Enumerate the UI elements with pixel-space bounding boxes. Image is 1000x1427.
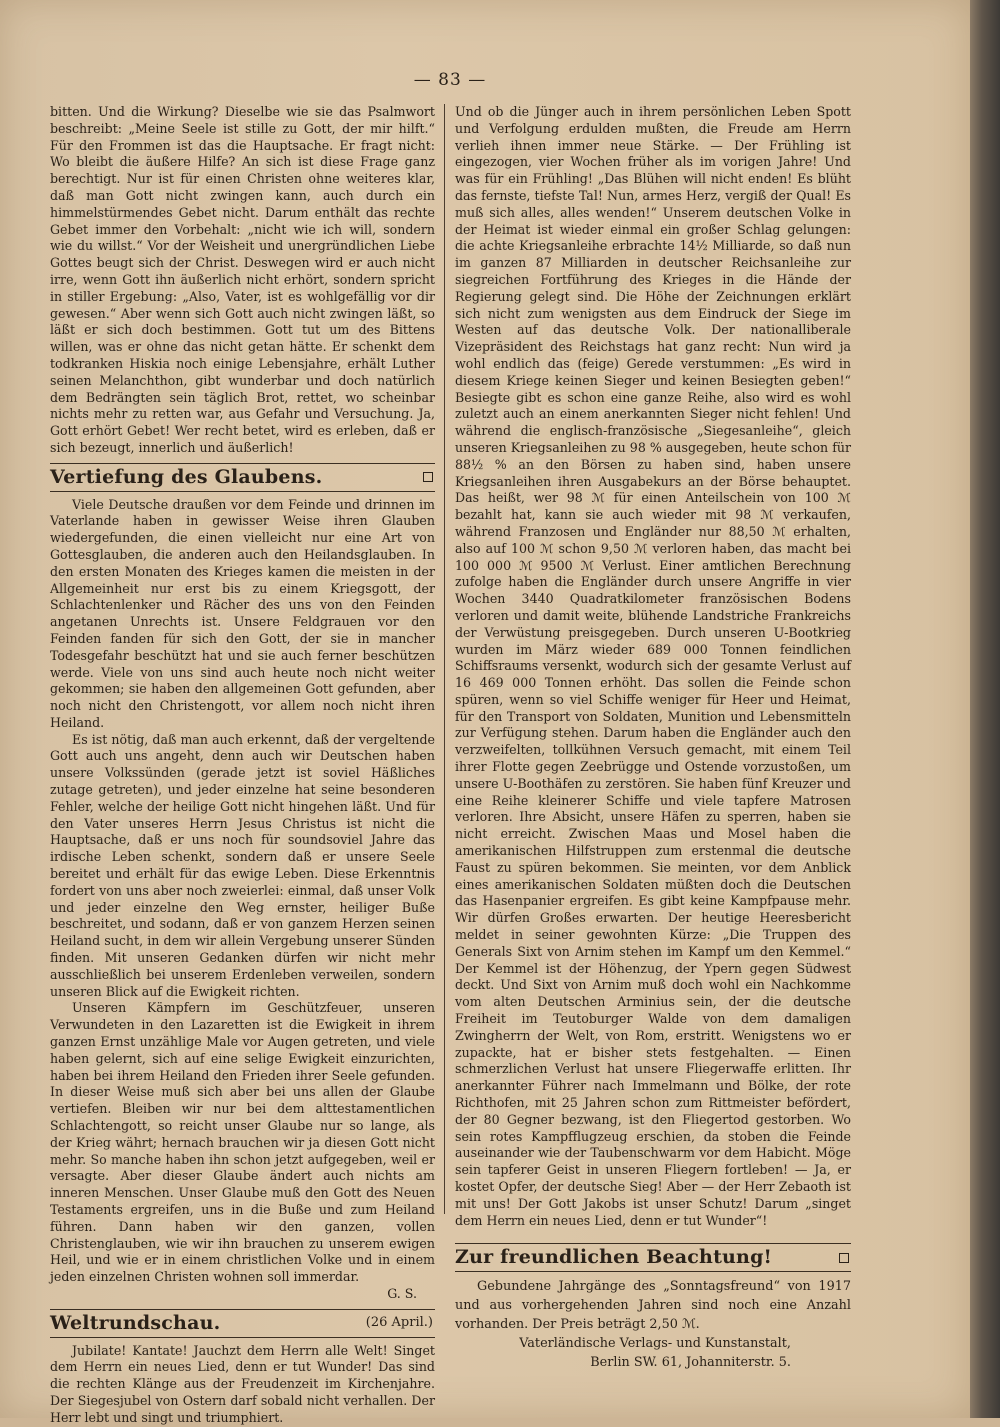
article-paragraph: Viele Deutsche draußen vor dem Feinde und drinnen im Vaterlande haben in gewisser Weise ihren Glauben wiedergefunden, die einen vielleicht nur eine Art von Gottesglauben, die anderen auch den Heilandsglauben. In den ersten Monaten des Krieges kamen die meisten in der Allgemeinheit nur erst bis zu einem Kriegsgott, der Schlachtenlenker und Rächer des uns von den Feinden angetanen Unrechts ist. Unsere Feldgrauen vor den Feinden fanden für sich den Gott, der sie in mancher Todesgefahr beschützt hat und sie auch ferner beschützen werde. Viele von uns sind auch heute noch nicht weiter gekommen; sie haben den allgemeinen Gott gefunden, aber noch nicht den Christengott, vor allem noch nicht ihren Heiland. (50, 496, 435, 730)
section-title: Vertiefung des Glaubens. (50, 465, 323, 488)
square-ornament-icon (423, 472, 433, 482)
article-paragraph: Es ist nötig, daß man auch erkennt, daß der vergeltende Gott auch uns angeht, denn auch wir Deutschen haben unsere Volkssünden (gerade jetzt ist soviel Häßliches zutage getreten), und jeder einzelne hat seine besonderen Fehler, welche der heilige Gott nicht hingehen läßt. Und für den Vater unseres Herrn Jesus Christus ist nicht die Hauptsache, daß er uns noch für soundsoviel Jahre das irdische Leben schenkt, sondern daß er unsere Seele bereitet und erhält für das ewige Leben. Diese Erkenntnis fordert von uns aber noch zweierlei: einmal, daß unser Volk und jeder einzelne den Weg ernster, heiliger Buße beschreitet, und sodann, daß er von ganzem Herzen seinen Heiland sucht, in dem wir allein Vergebung unserer Sünden finden. Mit unseren Gedanken dürfen wir nicht mehr ausschließlich bei unserem Erdenleben verweilen, sondern unseren Blick auf die Ewigkeit richten. (50, 731, 435, 999)
page-number: — 83 — (413, 70, 487, 90)
section-date: (26 April.) (365, 1314, 433, 1330)
column-divider (444, 104, 445, 1214)
notice-heading (455, 1243, 851, 1272)
right-column (455, 104, 851, 1372)
article-paragraph: Jubilate! Kantate! Jauchzt dem Herrn alle Welt! Singet dem Herrn ein neues Lied, denn er tut Wunder! Das sind die rechten Klänge aus der Freudenzeit im Kirchenjahre. Der Siegesjubel von Ostern darf sobald nicht verhallen. Der Herr lebt und singt und triumphiert. (50, 1342, 435, 1425)
section-heading-vertiefung (50, 463, 435, 492)
left-column (50, 104, 435, 1427)
article-paragraph: Unseren Kämpfern im Geschützfeuer, unseren Verwundeten in den Lazaretten ist die Ewigkeit in ihrem ganzen Ernst unzählige Male vor Augen getreten, und viele haben gelernt, sich auf eine selige Ewigkeit einzurichten, haben bei ihrem Heiland den Frieden ihrer Seele gefunden. In dieser Weise muß sich aber bei uns allen der Glaube vertiefen. Bleiben wir nur bei dem alttestamentlichen Schlachtengott, so reicht unser Glaube nur so lange, als der Krieg währt; hernach brauchen wir ja diesen Gott nicht mehr. So manche haben ihn schon jetzt aufgegeben, weil er versagte. Aber dieser Glaube ändert auch nichts am inneren Menschen. Unser Glaube muß den Gott des Neuen Testaments ergreifen, uns in die Buße und zum Heiland führen. Dann haben wir den ganzen, vollen Christenglauben, wie wir ihn brauchen zu unserem ewigen Heil, und wie er in einem christlichen Volke und in einem jeden einzelnen Christen wohnen soll immerdar. (50, 1000, 435, 1285)
publisher-address: Berlin SW. 61, Johanniterstr. 5. (590, 1355, 791, 1371)
publisher-name: Vaterländische Verlags- und Kunstanstalt, (519, 1336, 791, 1352)
square-ornament-icon (839, 1253, 849, 1263)
notice-text: Gebundene Jahrgänge des „Sonntagsfreund“ von 1917 und aus vorhergehenden Jahren sind noch eine Anzahl vorhanden. Der Preis beträgt 2,50 ℳ. (455, 1279, 851, 1333)
notice-title: Zur freundlichen Beachtung! (455, 1246, 773, 1269)
book-spine (970, 0, 1000, 1418)
article-paragraph: Und ob die Jünger auch in ihrem persönlichen Leben Spott und Verfolgung erdulden mußten, die Freude am Herrn verlieh ihnen immer neue Stärke. — Der Frühling ist eingezogen, vier Wochen früher als im vorigen Jahre! Und was für ein Frühling! „Das Blühen will nicht enden! Es blüht das fernste, tiefste Tal! Nun, armes Herz, vergiß der Qual! Es muß sich alles, alles wenden!“ Unserem deutschen Volke in der Heimat ist wieder einmal ein großer Schlag gelungen: die achte Kriegsanleihe erbrachte 14½ Milliarde, so daß nun im ganzen 87 Milliarden in deutscher Reichsanleihe zur siegreichen Fortführung des Krieges in die Hände der Regierung gelegt sind. Die Höhe der Zeichnungen erklärt sich nicht zum wenigsten aus dem Eindruck der Siege im Westen auf das deutsche Volk. Der nationalliberale Vizepräsident des Reichstags hat ganz recht: Nun wird ja wohl endlich das (feige) Gerede verstummen: „Es wird in diesem Kriege keinen Sieger und keinen Besiegten geben!“ Besiegte gibt es schon eine ganze Reihe, also wird es wohl zuletzt auch an einem anerkannten Sieger nicht fehlen! Und während die englisch-französische „Siegesanleihe“, gleich unseren Kriegsanleihen zu 98 % ausgegeben, heute schon für 88½ % an den Börsen zu haben sind, haben unsere Kriegsanleihen ihren Ausgabekurs an der Börse behauptet. Das heißt, wer 98 ℳ für einen Anteilschein von 100 ℳ bezahlt hat, kann sie auch wieder mit 98 ℳ verkaufen, während Franzosen und Engländer nur 88,50 ℳ erhalten, also auf 100 ℳ schon 9,50 ℳ verloren haben, das macht bei 100 000 ℳ 9500 ℳ Verlust. Einer amtlichen Berechnung zufolge haben die Engländer durch unsere Angriffe in vier Wochen 3440 Quadratkilometer französischen Bodens verloren und damit weite, blühende Landstriche Frankreichs der Verwüstung preisgegeben. Durch unseren U-Bootkrieg wurden im März wieder 689 000 Tonnen feindlichen Schiffsraums versenkt, wodurch sich der gesamte Verlust auf 16 469 000 Tonnen erhöht. Das sollen die Feinde schon spüren, wenn so viel Schiffe weniger für Heer und Heimat, für den Transport von Soldaten, Munition und Lebensmitteln zur Verfügung stehen. Darum haben die Engländer auch den verzweifelten, tollkühnen Versuch gemacht, mit einem Teil ihrer Flotte gegen Zeebrügge und Ostende vorzustoßen, um unsere U-Boothäfen zu zerstören. Sie haben fünf Kreuzer und eine Reihe kleinerer Schiffe und viele tapfere Matrosen verloren. Ihre Absicht, unsere Häfen zu sperren, haben sie nicht erreicht. Zwischen Maas und Mosel haben die amerikanischen Hilfstruppen zum erstenmal die deutsche Faust zu spüren bekommen. Sie meinten, vor dem Anblick eines amerikanischen Soldaten müßten doch die Deutschen das Hasenpanier ergreifen. Es gibt keine Kampfpause mehr. Wir dürfen Großes erwarten. Der heutige Heeresbericht meldet in seiner gewohnten Kürze: „Die Truppen des Generals Sixt von Arnim stehen im Kampf um den Kemmel.“ Der Kemmel ist der Höhenzug, der Ypern gegen Südwest deckt. Und Sixt von Arnim muß doch wohl ein Nachkomme vom alten Deutschen Arminius sein, der die deutsche Freiheit im Teutoburger Walde von dem damaligen Zwingherrn der Welt, von Rom, erstritt. Wenigstens wo er zupackte, hat er bisher stets festgehalten. — Einen schmerzlichen Verlust hat unsere Fliegerwaffe erlitten. Ihr anerkannter Führer nach Immelmann und Bölke, der rote Richthofen, mit 25 Jahren schon zum Rittmeister befördert, der 80 Gegner bezwang, ist den Fliegertod gestorben. Wo sein rotes Kampfflugzeug erschien, da stoben die Feinde auseinander wie der Taubenschwarm vor dem Habicht. Möge sein tapferer Geist in unseren Fliegern fortleben! — Ja, er kostet Opfer, der deutsche Sieg! Aber — der Herr Zebaoth ist mit uns! Der Gott Jakobs ist unser Schutz! Darum „singet dem Herrn ein neues Lied, denn er tut Wunder“! (455, 104, 851, 1228)
section-title: Weltrundschau. (50, 1311, 221, 1334)
notice-box (455, 1243, 851, 1372)
author-signature: G. S. (387, 1285, 417, 1301)
intro-paragraph: bitten. Und die Wirkung? Dieselbe wie sie das Psalmwort beschreibt: „Meine Seele ist stille zu Gott, der mir hilft.“ Für den Frommen ist das die Hauptsache. Er fragt nicht: Wo bleibt die äußere Hilfe? An sich ist diese Frage ganz berechtigt. Nur ist für einen Christen ohne weiteres klar, daß man Gott nicht zwingen kann, auch durch ein himmelstürmendes Gebet nicht. Darum enthält das rechte Gebet immer den Vorbehalt: „nicht wie ich will, sondern wie du willst.“ Vor der Weisheit und unergründlichen Liebe Gottes beugt sich der Christ. Deswegen wird er auch nicht irre, wenn Gott ihn äußerlich nicht erhört, sondern spricht in stiller Ergebung: „Also, Vater, ist es wohlgefällig vor dir gewesen.“ Aber wenn sich Gott auch nicht zwingen läßt, so läßt er sich doch bestimmen. Gott tut um des Bittens willen, was er ohne das nicht getan hätte. Er schenkt dem todkranken Hiskia noch einige Lebensjahre, erhält Luther seinen Melanchthon, gibt wunderbar und doch natürlich dem Bedrängten sein täglich Brot, rettet, wo scheinbar nichts mehr zu retten war, aus Gefahr und Versuchung. Ja, Gott erhört Gebet! Wer recht betet, wird es erleben, daß er sich bezeugt, innerlich und äußerlich! (50, 104, 435, 455)
section-heading-weltrundschau (50, 1309, 435, 1338)
